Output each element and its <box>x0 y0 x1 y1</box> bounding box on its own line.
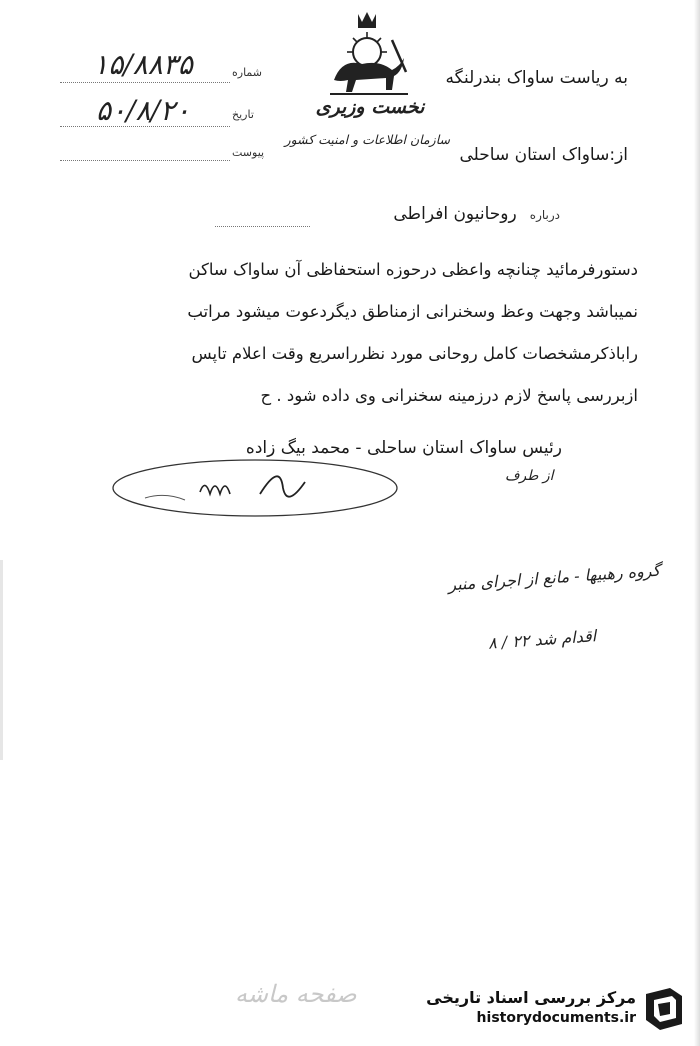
handwritten-note-1: گروه رهبیها - مانع از اجرای منبر <box>447 560 661 595</box>
body-line-4: ازبررسی پاسخ لازم درزمینه سخنرانی وی داده شود . ح <box>260 386 638 405</box>
attachment-field-line <box>60 158 230 161</box>
body-line-3: راباذکرمشخصات کامل روحانی مورد نظرراسریع وقت اعلام تاپس <box>191 344 638 363</box>
footer-website: historydocuments.ir <box>476 1010 636 1026</box>
recipient-line: به ریاست ساواک بندرلنگه <box>445 68 628 88</box>
page-edge-shadow <box>694 0 700 1046</box>
signature-handwritten-mark: از طرف <box>505 468 554 484</box>
number-value: ۱۵/۸۸۳۵ <box>93 48 193 81</box>
scan-edge-mark <box>0 560 3 760</box>
archive-logo-icon <box>640 984 688 1032</box>
subject-row <box>393 204 560 224</box>
subject-value: روحانیون افراطی <box>393 204 517 224</box>
signature-scribble-icon <box>105 448 405 528</box>
signature-line: رئیس ساواک استان ساحلی - محمد بیگ زاده <box>245 438 562 458</box>
number-label: شماره <box>232 66 263 79</box>
subject-label: درباره <box>529 208 560 222</box>
emblem-title: نخست وزیری <box>315 96 425 118</box>
emblem-subtitle: سازمان اطلاعات و امنیت کشور <box>284 132 450 147</box>
faded-stamp-text: صفحه ماشه <box>235 980 357 1008</box>
body-line-1: دستورفرمائید چنانچه واعظی درحوزه استحفاظی آن ساواک ساکن <box>188 260 638 279</box>
handwritten-note-2: اقدام شد ۲۲ / ۸ <box>487 626 597 653</box>
subject-dotted-line <box>215 224 310 227</box>
body-line-2: نمیباشد وجهت وعظ وسخنرانی ازمناطق دیگردعوت میشود مراتب <box>187 302 638 321</box>
attachment-label: پیوست <box>232 146 265 159</box>
date-label: تاریخ <box>232 108 254 121</box>
sender-line: از:ساواک استان ساحلی <box>459 145 628 165</box>
footer-org-name: مرکز بررسی اسناد تاریخی <box>426 988 636 1007</box>
date-value: ۵۰/۸/۲۰ <box>95 94 191 127</box>
footer-watermark <box>408 984 636 1032</box>
